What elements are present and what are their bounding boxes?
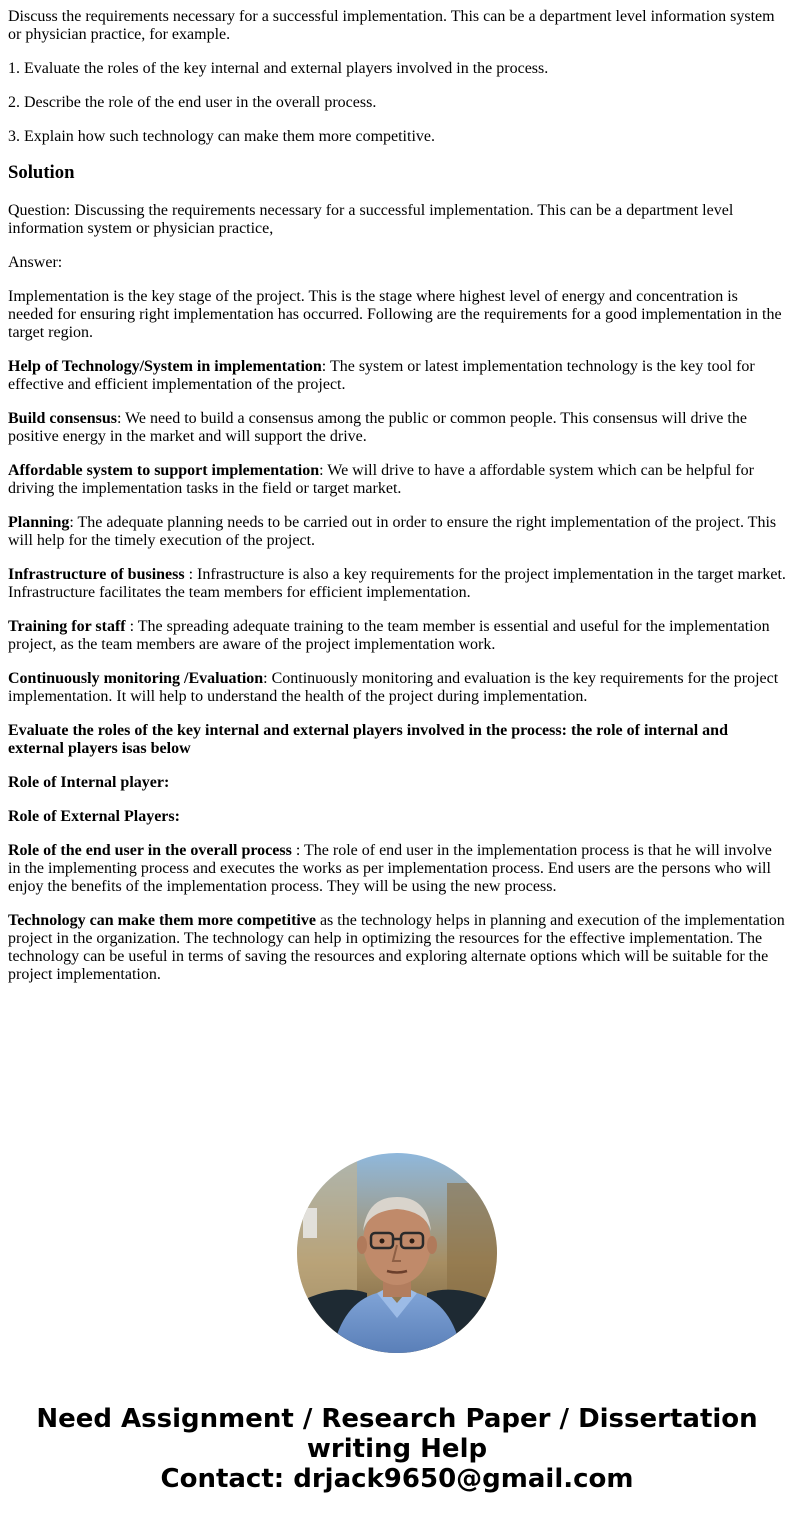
end-user-text: : The role of end user in the implementation process is that he will involve in the implementing process and executes the works as per implementation process. End users are the persons who will enjoy the benefits of the implementation process. They will be using the new process. [8,842,772,895]
requirement-text: : We need to build a consensus among the public or common people. This consensus will drive the positive energy in the market and will support the drive. [8,410,747,445]
requirement-title: Build consensus [8,410,117,427]
competitive-title: Technology can make them more competitive [8,912,316,929]
requirement-title: Help of Technology/System in implementation [8,358,322,375]
requirement-text: : The spreading adequate training to the team member is essential and useful for the implementation project, as the team members are aware of the project implementation work. [8,618,770,653]
requirement-text: : Continuously monitoring and evaluation is the key requirements for the project implementation. It will help to understand the health of the project during implementation. [8,670,779,705]
question-intro: Discuss the requirements necessary for a successful implementation. This can be a department level information system or physician practice, for example. [8,8,775,43]
requirement-affordable [8,462,786,498]
solution-question: Question: Discussing the requirements necessary for a successful implementation. This can be a department level information system or physician practice, [8,202,734,237]
requirement-consensus [8,410,786,446]
requirement-text: : Infrastructure is also a key requirements for the project implementation in the target market. Infrastructure facilitates the team members for efficient implementation. [8,566,786,601]
requirement-planning [8,514,786,550]
competitive-text: as the technology helps in planning and execution of the implementation project in the organization. The technology can help in optimizing the resources for the effective implementation. The technology can be useful in terms of saving the resources and exploring alternate options which will be suitable for the project implementation. [8,912,785,983]
promo-contact: Contact: drjack9650@gmail.com [160,1464,634,1494]
promo-line-2: writing Help [306,1434,488,1464]
promo-line-1: Need Assignment / Research Paper / Dissertation [36,1404,758,1434]
promo-banner [0,1404,794,1494]
internal-role-heading [8,774,786,792]
requirement-training [8,618,786,654]
external-role-heading [8,808,786,826]
avatar [297,1153,497,1353]
avatar-portrait [297,1153,497,1353]
end-user-paragraph [8,842,786,896]
answer-intro: Implementation is the key stage of the project. This is the stage where highest level of energy and concentration is needed for ensuring right implementation has occurred. Following are the requirements for a good implementation in the target region. [8,288,782,341]
requirement-title: Continuously monitoring /Evaluation [8,670,264,687]
external-role-text: Role of External Players: [8,808,180,825]
question-item-2: 2. Describe the role of the end user in the overall process. [8,94,377,111]
requirement-title: Infrastructure of business [8,566,185,583]
competitive-paragraph [8,912,786,984]
question-item-1: 1. Evaluate the roles of the key internal and external players involved in the process. [8,60,549,77]
evaluate-heading [8,722,786,758]
internal-role-text: Role of Internal player: [8,774,170,791]
requirement-technology [8,358,786,394]
evaluate-heading-text: Evaluate the roles of the key internal and external players involved in the process: the role of internal and external players isas below [8,722,728,757]
question-item-3: 3. Explain how such technology can make them more competitive. [8,128,435,145]
solution-heading: Solution [8,162,75,183]
requirement-title: Training for staff [8,618,126,635]
requirement-text: : We will drive to have a affordable system which can be helpful for driving the implementation tasks in the field or target market. [8,462,754,497]
requirement-text: : The adequate planning needs to be carried out in order to ensure the right implementation of the project. This will help for the timely execution of the project. [8,514,777,549]
requirement-monitoring [8,670,786,706]
end-user-title: Role of the end user in the overall process [8,842,292,859]
requirement-text: : The system or latest implementation technology is the key tool for effective and efficient implementation of the project. [8,358,755,393]
requirement-title: Affordable system to support implementation [8,462,320,479]
answer-label: Answer: [8,254,63,271]
requirement-title: Planning [8,514,70,531]
requirement-infrastructure [8,566,786,602]
